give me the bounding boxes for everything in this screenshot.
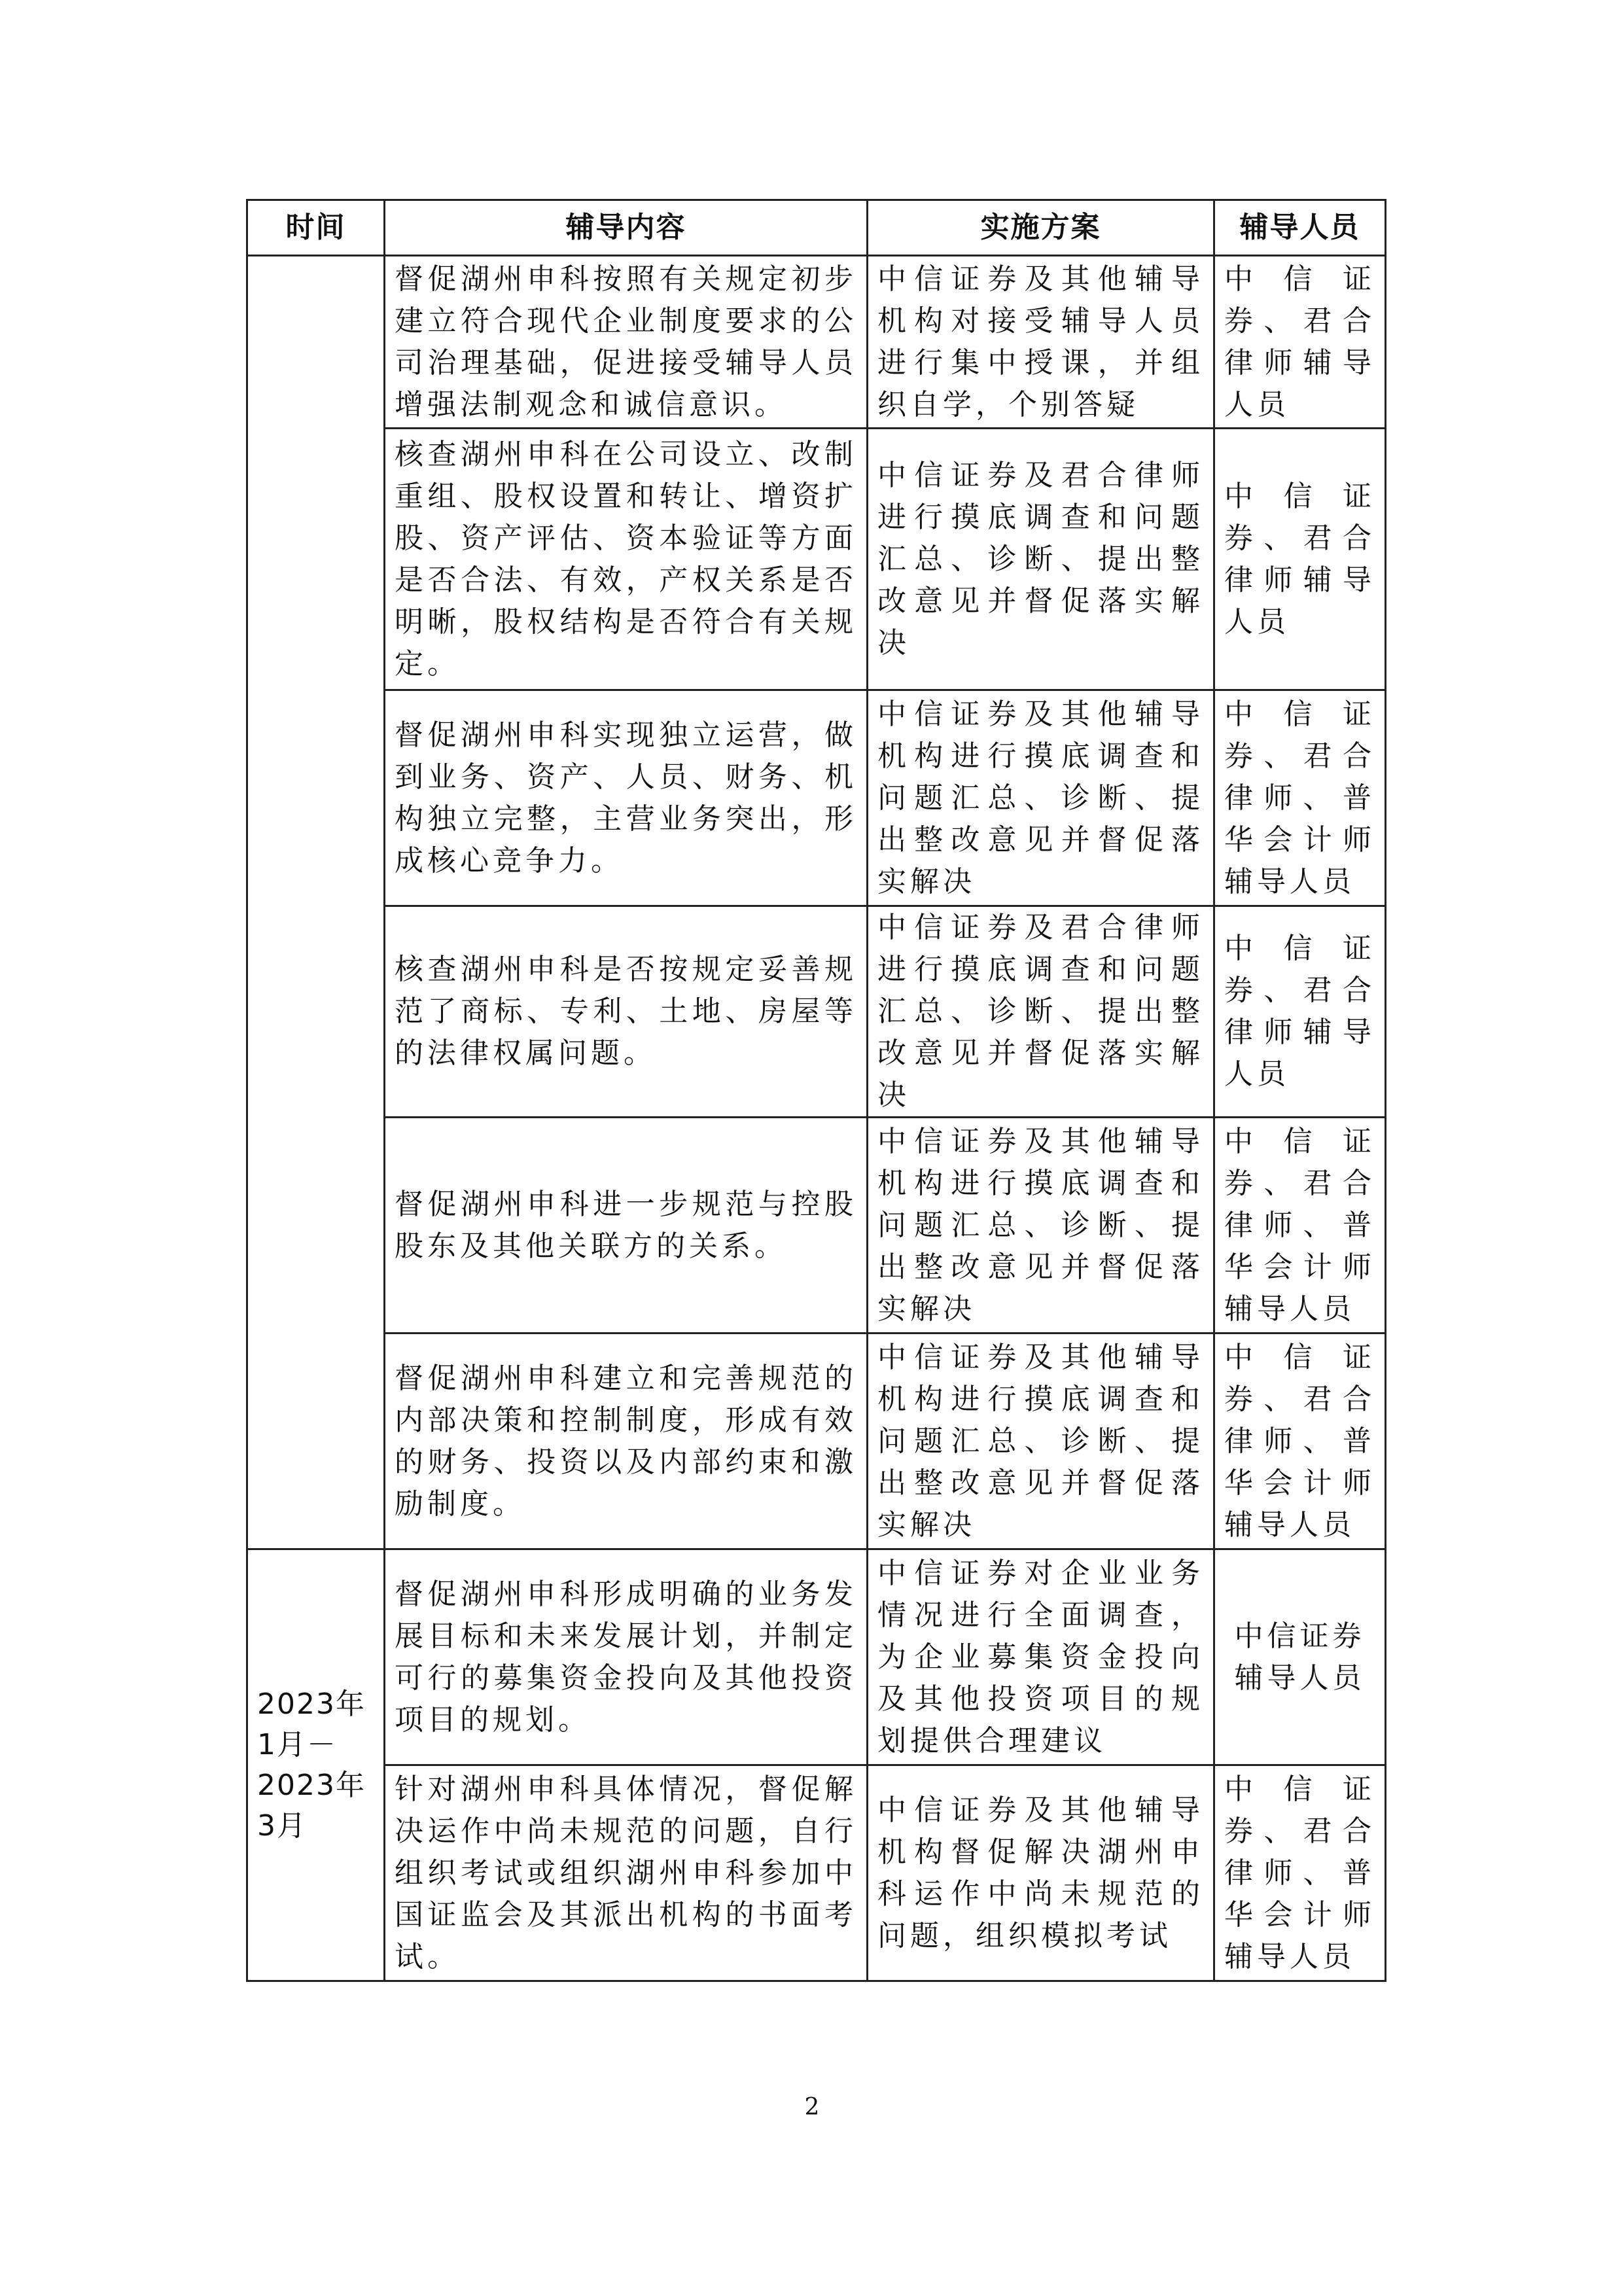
table-row [247, 429, 1386, 690]
implementation-plan-cell: 中信证券对企业业务情况进行全面调查，为企业募集资金投向及其他投资项目的规划提供合理建议 [868, 1549, 1214, 1765]
header-time: 时间 [247, 200, 385, 256]
table-row [247, 1549, 1386, 1765]
guidance-content-cell: 针对湖州申科具体情况，督促解决运作中尚未规范的问题，自行组织考试或组织湖州申科参加中国证监会及其派出机构的书面考试。 [385, 1765, 868, 1981]
guidance-schedule-table [246, 199, 1386, 1982]
table-row [247, 1333, 1386, 1549]
header-implementation-plan: 实施方案 [868, 200, 1214, 256]
guidance-staff-cell: 中信证券辅导人员 [1214, 1549, 1386, 1765]
table-row [247, 906, 1386, 1118]
table-row [247, 1765, 1386, 1981]
time-cell-period: 2023年1月－2023年3月 [247, 1549, 385, 1981]
implementation-plan-cell: 中信证券及其他辅导机构对接受辅导人员进行集中授课，并组织自学，个别答疑 [868, 256, 1214, 429]
implementation-plan-cell: 中信证券及其他辅导机构进行摸底调查和问题汇总、诊断、提出整改意见并督促落实解决 [868, 690, 1214, 906]
table-row [247, 1118, 1386, 1333]
guidance-content-cell: 督促湖州申科建立和完善规范的内部决策和控制制度，形成有效的财务、投资以及内部约束和激励制度。 [385, 1333, 868, 1549]
implementation-plan-cell: 中信证券及君合律师进行摸底调查和问题汇总、诊断、提出整改意见并督促落实解决 [868, 429, 1214, 690]
guidance-staff-cell: 中信证券、君合律师辅导人员 [1214, 906, 1386, 1118]
guidance-staff-cell: 中信证券、君合律师、普华会计师辅导人员 [1214, 690, 1386, 906]
header-guidance-staff: 辅导人员 [1214, 200, 1386, 256]
guidance-content-cell: 核查湖州申科是否按规定妥善规范了商标、专利、土地、房屋等的法律权属问题。 [385, 906, 868, 1118]
guidance-content-cell: 核查湖州申科在公司设立、改制重组、股权设置和转让、增资扩股、资产评估、资本验证等方面是否合法、有效，产权关系是否明晰，股权结构是否符合有关规定。 [385, 429, 868, 690]
implementation-plan-cell: 中信证券及其他辅导机构督促解决湖州申科运作中尚未规范的问题，组织模拟考试 [868, 1765, 1214, 1981]
guidance-staff-cell: 中信证券、君合律师、普华会计师辅导人员 [1214, 1765, 1386, 1981]
guidance-content-cell: 督促湖州申科形成明确的业务发展目标和未来发展计划，并制定可行的募集资金投向及其他投资项目的规划。 [385, 1549, 868, 1765]
guidance-content-cell: 督促湖州申科实现独立运营，做到业务、资产、人员、财务、机构独立完整，主营业务突出，形成核心竞争力。 [385, 690, 868, 906]
page-number: 2 [804, 2094, 820, 2121]
time-cell-empty [247, 256, 385, 1549]
guidance-content-cell: 督促湖州申科进一步规范与控股股东及其他关联方的关系。 [385, 1118, 868, 1333]
guidance-staff-cell: 中信证券、君合律师、普华会计师辅导人员 [1214, 1118, 1386, 1333]
table-row [247, 690, 1386, 906]
guidance-staff-cell: 中信证券、君合律师辅导人员 [1214, 429, 1386, 690]
implementation-plan-cell: 中信证券及君合律师进行摸底调查和问题汇总、诊断、提出整改意见并督促落实解决 [868, 906, 1214, 1118]
guidance-content-cell: 督促湖州申科按照有关规定初步建立符合现代企业制度要求的公司治理基础，促进接受辅导人员增强法制观念和诚信意识。 [385, 256, 868, 429]
guidance-staff-cell: 中信证券、君合律师、普华会计师辅导人员 [1214, 1333, 1386, 1549]
table-row [247, 256, 1386, 429]
implementation-plan-cell: 中信证券及其他辅导机构进行摸底调查和问题汇总、诊断、提出整改意见并督促落实解决 [868, 1333, 1214, 1549]
header-guidance-content: 辅导内容 [385, 200, 868, 256]
implementation-plan-cell: 中信证券及其他辅导机构进行摸底调查和问题汇总、诊断、提出整改意见并督促落实解决 [868, 1118, 1214, 1333]
guidance-staff-cell: 中信证券、君合律师辅导人员 [1214, 256, 1386, 429]
table-header-row [247, 200, 1386, 256]
